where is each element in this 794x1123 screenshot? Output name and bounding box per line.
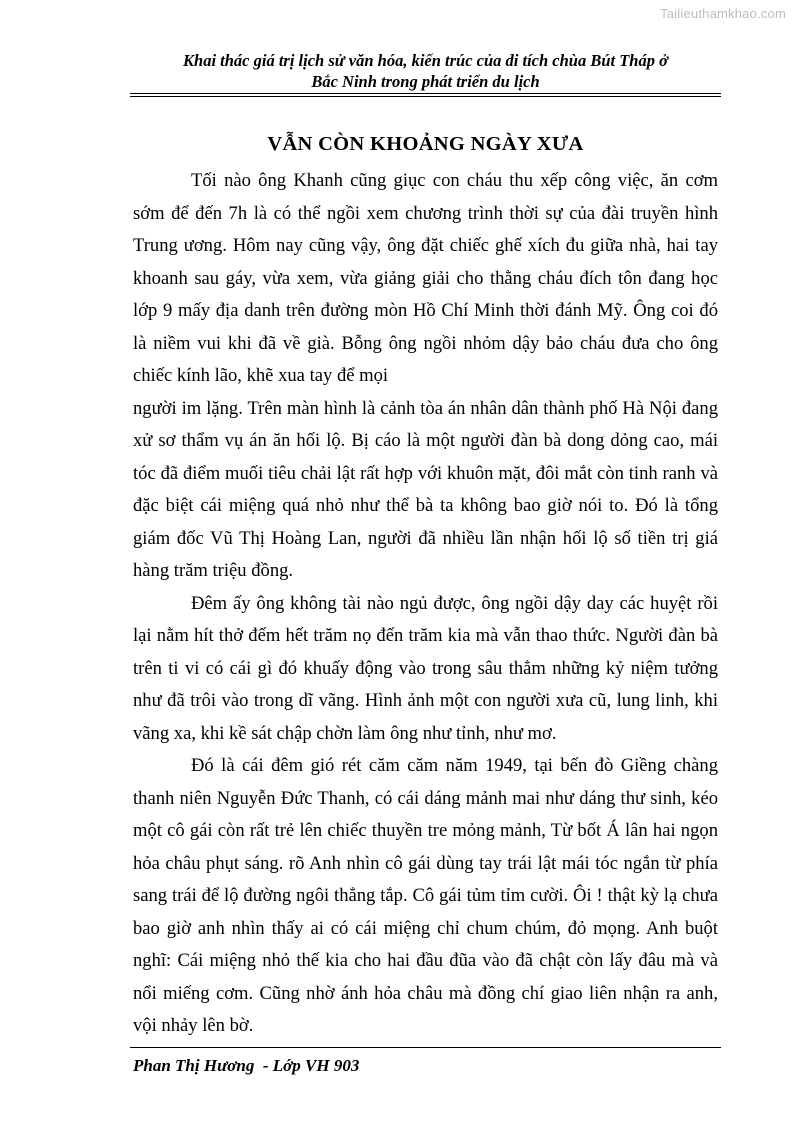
paragraph-2: người im lặng. Trên màn hình là cảnh tòa án nhân dân thành phố Hà Nội đang xử sơ thẩm vụ án ăn hối lộ. Bị cáo là một người đàn bà dong dỏng cao, mái tóc đã điểm muối tiêu chải lật rất hợp với khuôn mặt, đôi mắt còn tinh ranh và đặc biệt cái miệng quá nhỏ như thể bà ta không bao giờ nói to. Đó là tổng giám đốc Vũ Thị Hoàng Lan, người đã nhiều lần nhận hối lộ số tiền trị giá hàng trăm triệu đồng. bbox=[133, 397, 718, 581]
paragraph-3: Đêm ấy ông không tài nào ngủ được, ông ngồi dậy day các huyệt rồi lại nằm hít thở đếm hết trăm nọ đến trăm kia mà vẫn thao thức. Người đàn bà trên ti vi có cái gì đó khuấy động vào trong sâu thẳm những kỷ niệm tưởng như đã trôi vào trong dĩ vãng. Hình ảnh một con người xưa cũ, lung linh, khi vãng xa, khi kề sát chập chờn làm ông như tỉnh, như mơ. bbox=[133, 592, 718, 744]
header-divider-second bbox=[130, 96, 721, 97]
header-line-1: Khai thác giá trị lịch sử văn hóa, kiến trúc của di tích chùa Bút Tháp ở bbox=[183, 51, 668, 70]
header-line-2: Bắc Ninh trong phát triển du lịch bbox=[311, 72, 540, 91]
body-text bbox=[133, 165, 718, 1043]
page-header bbox=[130, 50, 721, 92]
header-divider bbox=[130, 93, 721, 94]
watermark-text: Tailieuthamkhao.com bbox=[660, 6, 786, 21]
paragraph-4: Đó là cái đêm gió rét căm căm năm 1949, tại bến đò Giềng chàng thanh niên Nguyễn Đức Thanh, có cái dáng mảnh mai như dáng thư sinh, kéo một cô gái còn rất trẻ lên chiếc thuyền tre mỏng mảnh, Từ bốt Á lân hai ngọn hỏa châu phụt sáng. rõ Anh nhìn cô gái dùng tay trái lật mái tóc ngắn từ phía sang trái để lộ đường ngôi thẳng tắp. Cô gái tủm tỉm cười. Ôi ! thật kỳ lạ chưa bao giờ anh nhìn thấy ai có cái miệng chỉ chum chúm, đỏ mọng. Anh buột nghĩ: Cái miệng nhỏ thế kia cho hai đầu đũa vào đã chật còn lấy đâu mà và nổi miếng cơm. Cũng nhờ ánh hỏa châu mà đồng chí giao liên nhận ra anh, vội nhảy lên bờ. bbox=[133, 755, 718, 1036]
footer-author: Phan Thị Hương - Lớp VH 903 bbox=[133, 1056, 360, 1075]
paragraph-1: Tối nào ông Khanh cũng giục con cháu thu xếp công việc, ăn cơm sớm để đến 7h là có thể ngồi xem chương trình thời sự của đài truyền hình Trung ương. Hôm nay cũng vậy, ông đặt chiếc ghế xích đu giữa nhà, hai tay khoanh sau gáy, vừa xem, vừa giảng giải cho thằng cháu đích tôn đang học lớp 9 mấy địa danh trên đường mòn Hồ Chí Minh thời đánh Mỹ. Ông coi đó là niềm vui khi đã về già. Bỗng ông ngồi nhỏm dậy bảo cháu đưa cho ông chiếc kính lão, khẽ xua tay để mọi bbox=[133, 170, 718, 386]
footer-divider bbox=[130, 1047, 721, 1048]
document-title: VẪN CÒN KHOẢNG NGÀY XƯA bbox=[267, 133, 584, 155]
